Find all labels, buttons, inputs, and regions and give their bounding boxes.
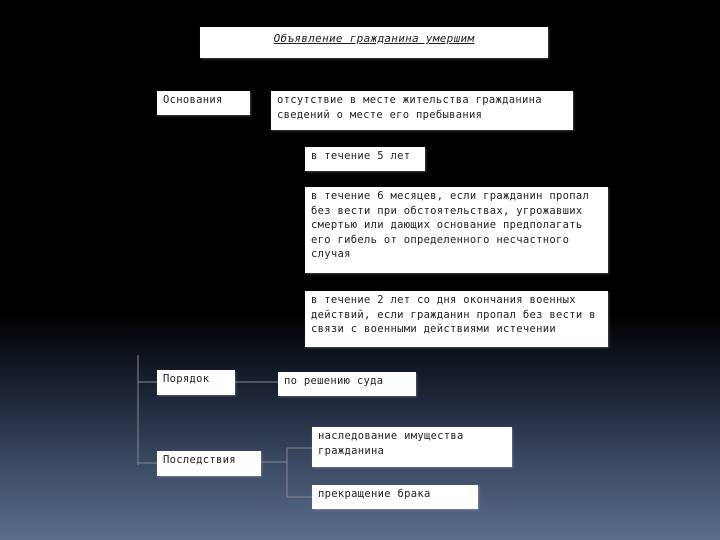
diagram-title: Объявление гражданина умершим — [200, 27, 548, 58]
term-5-years-box: в течение 5 лет — [305, 147, 425, 171]
procedure-result-box: по решению суда — [278, 372, 416, 396]
procedure-label: Порядок — [157, 370, 235, 395]
consequence-inheritance-box: наследование имущества гражданина — [312, 427, 512, 467]
grounds-label: Основания — [157, 91, 250, 115]
consequences-label: Последствия — [157, 451, 261, 476]
grounds-main-box: отсутствие в месте жительства гражданина сведений о месте его пребывания — [271, 91, 573, 130]
consequence-marriage-box: прекращение брака — [312, 485, 478, 509]
term-2-years-box: в течение 2 лет со дня окончания военных действий, если гражданин пропал без вести в связи с военными действиями истечении — [305, 291, 608, 347]
term-6-months-box: в течение 6 месяцев, если гражданин пропал без вести при обстоятельствах, угрожавших смертью или дающих основание предполагать его гибель от определенного несчастного случая — [305, 187, 608, 273]
